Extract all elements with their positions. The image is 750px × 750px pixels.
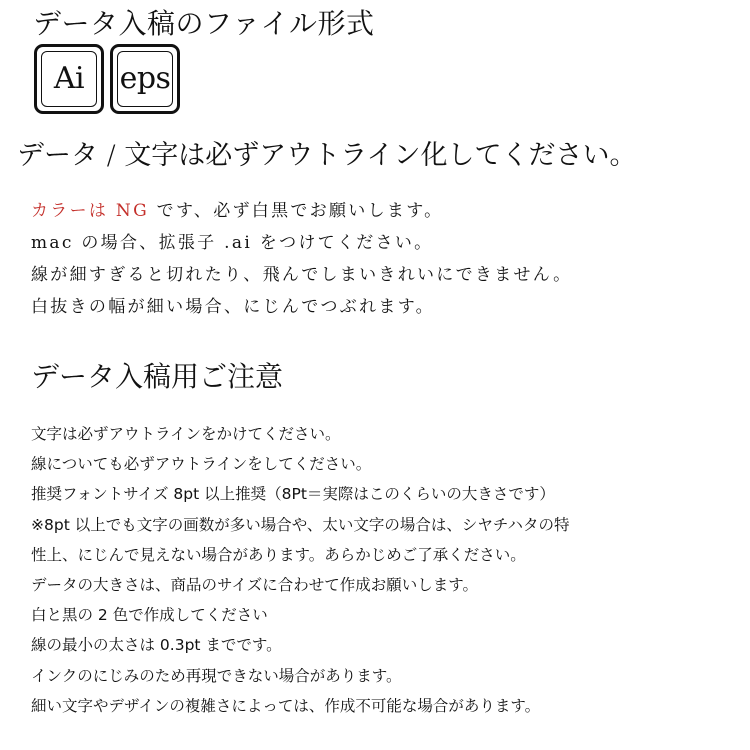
- ai-file-label: Ai: [53, 61, 85, 96]
- caution-item: 推奨フォントサイズ 8pt 以上推奨（8Pt＝実際はこのくらいの大きさです）: [31, 485, 555, 504]
- note-line-knockout: 白抜きの幅が細い場合、にじんでつぶれます。: [31, 297, 435, 317]
- notes-block: [31, 195, 572, 323]
- caution-item: 白と黒の 2 色で作成してください: [31, 606, 268, 625]
- caution-item: 線の最小の太さは 0.3pt までです。: [31, 636, 282, 655]
- caution-item: 線についても必ずアウトラインをしてください。: [31, 455, 372, 474]
- file-type-icons: [34, 44, 180, 114]
- caution-item: ※8pt 以上でも文字の画数が多い場合や、太い文字の場合は、シヤチハタの特: [31, 515, 570, 534]
- color-ng-text: です、必ず白黒でお願いします。: [148, 201, 444, 221]
- caution-item: データの大きさは、商品のサイズに合わせて作成お願いします。: [31, 575, 479, 594]
- color-ng-label: カラーは NG: [31, 201, 149, 221]
- eps-file-label: eps: [119, 61, 171, 96]
- ai-file-icon: [34, 44, 104, 114]
- outline-instruction: データ / 文字は必ずアウトライン化してください。: [17, 140, 637, 171]
- caution-item: 性上、にじんで見えない場合があります。あらかじめご了承ください。: [31, 545, 526, 564]
- note-line-thin-lines: 線が細すぎると切れたり、飛んでしまいきれいにできません。: [31, 265, 573, 285]
- note-line-color: [31, 195, 572, 227]
- caution-heading: データ入稿用ご注意: [31, 360, 284, 393]
- caution-item: 文字は必ずアウトラインをかけてください。: [31, 425, 341, 443]
- eps-file-icon: [110, 44, 180, 114]
- page-title: データ入稿のファイル形式: [33, 7, 375, 40]
- caution-item: インクのにじみのため再現できない場合があります。: [31, 666, 402, 685]
- caution-list: [31, 419, 569, 721]
- note-line-extension: mac の場合、拡張子 .ai をつけてください。: [31, 233, 434, 253]
- caution-item: 細い文字やデザインの複雑さによっては、作成不可能な場合があります。: [31, 696, 541, 715]
